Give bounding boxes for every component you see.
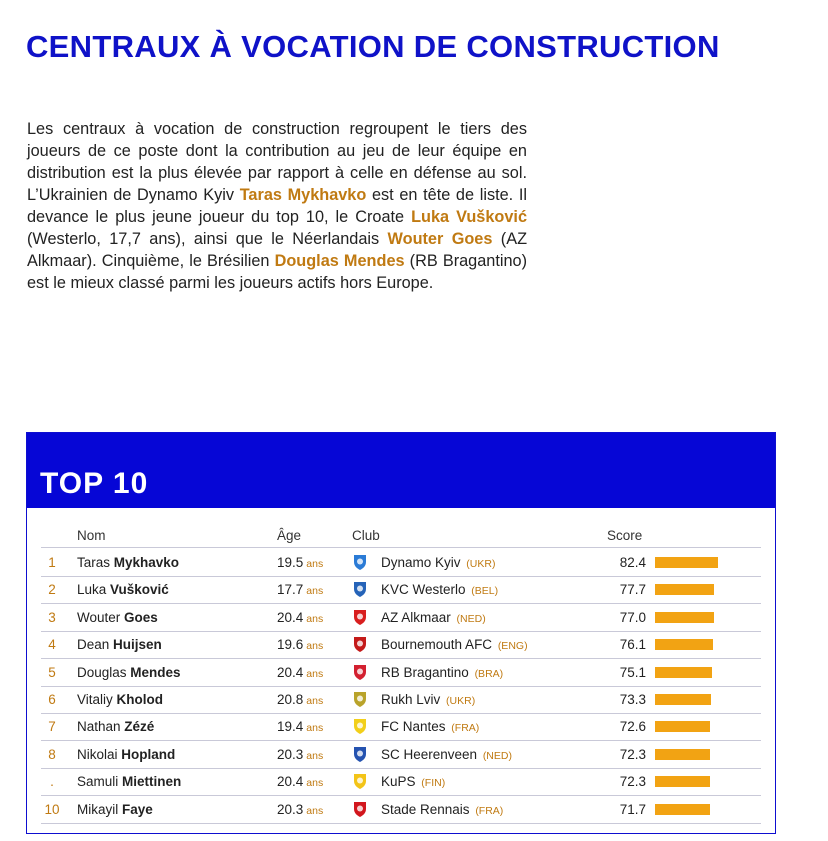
score-bar	[655, 639, 713, 650]
age-value: 19.5	[277, 555, 304, 570]
age-value: 19.6	[277, 637, 304, 653]
table-row	[41, 576, 761, 604]
club-label: KuPS	[381, 774, 420, 790]
club-country: (NED)	[456, 612, 486, 625]
header-divider	[41, 547, 761, 548]
club-name	[381, 719, 479, 734]
rank: .	[50, 774, 54, 790]
club-name	[381, 665, 503, 680]
player-age	[277, 582, 323, 597]
table-row	[41, 604, 761, 632]
intro-text-4: (AZ Alkmaar). Cinquième, le Brésilien	[27, 230, 528, 270]
table-row	[41, 796, 761, 824]
age-value: 19.4	[277, 719, 304, 735]
bournemouth-logo	[351, 635, 369, 653]
score-value: 77.0	[619, 609, 646, 625]
score-value: 71.7	[619, 801, 646, 817]
player-name	[77, 802, 153, 817]
player-name	[77, 610, 158, 625]
club-name	[381, 555, 495, 570]
player-age	[277, 610, 323, 625]
player-last-name: Hopland	[121, 746, 176, 762]
rennes-logo	[351, 800, 369, 818]
club-country: (ENG)	[497, 640, 528, 653]
player-first-name: Douglas	[77, 664, 131, 680]
rank: 3	[48, 609, 56, 625]
westerlo-logo	[351, 580, 369, 598]
player-name	[77, 692, 163, 707]
score-bar	[655, 776, 710, 787]
age-unit: ans	[306, 558, 324, 570]
player-name	[77, 555, 179, 570]
player-age	[277, 747, 323, 762]
player-first-name: Nikolai	[77, 746, 122, 762]
top10-panel	[26, 432, 776, 834]
player-first-name: Dean	[77, 637, 114, 653]
table-row	[41, 768, 761, 796]
rank: 7	[48, 719, 56, 735]
table-row	[41, 741, 761, 769]
dynamo-kyiv-logo	[351, 553, 369, 571]
player-age	[277, 774, 323, 789]
score-value: 75.1	[619, 664, 646, 680]
age-value: 20.4	[277, 774, 304, 790]
age-unit: ans	[306, 667, 324, 680]
club-name	[381, 692, 475, 707]
club-label: AZ Alkmaar	[381, 609, 455, 625]
score-value: 72.6	[619, 719, 646, 735]
nantes-logo	[351, 717, 369, 735]
club-country: (FRA)	[475, 804, 504, 817]
player-last-name: Mendes	[130, 664, 181, 680]
player-last-name: Goes	[124, 609, 158, 625]
table-row	[41, 549, 761, 577]
player-last-name: Huijsen	[113, 637, 162, 653]
heerenveen-logo	[351, 745, 369, 763]
score-value: 82.4	[619, 555, 646, 570]
club-label: Bournemouth AFC	[381, 637, 496, 653]
highlight-player-2: Luka Vušković	[411, 208, 527, 226]
score-bar	[655, 584, 714, 595]
age-value: 20.3	[277, 746, 304, 762]
score-bar	[655, 694, 711, 705]
rukh-lviv-logo	[351, 690, 369, 708]
header-name: Nom	[77, 528, 106, 543]
player-age	[277, 719, 323, 734]
score-bar	[655, 667, 712, 678]
player-name	[77, 719, 154, 734]
age-unit: ans	[306, 612, 324, 625]
age-unit: ans	[306, 695, 324, 707]
score-value: 72.3	[619, 774, 646, 790]
club-country: (UKR)	[446, 695, 476, 707]
player-age	[277, 692, 323, 707]
club-label: Dynamo Kyiv	[381, 555, 465, 570]
club-label: Rukh Lviv	[381, 692, 445, 707]
highlight-player-4: Douglas Mendes	[274, 252, 405, 270]
player-last-name: Zézé	[124, 719, 155, 735]
player-last-name: Miettinen	[122, 774, 182, 790]
rank: 6	[48, 692, 56, 707]
club-name	[381, 774, 445, 789]
page-title: CENTRAUX À VOCATION DE CONSTRUCTION	[26, 29, 720, 64]
player-name	[77, 637, 162, 652]
score-bar	[655, 557, 718, 568]
panel-header	[27, 433, 775, 508]
age-unit: ans	[306, 585, 324, 598]
rank: 1	[48, 555, 56, 570]
player-first-name: Taras	[77, 555, 114, 570]
club-label: KVC Westerlo	[381, 582, 470, 598]
player-first-name: Luka	[77, 582, 111, 598]
highlight-player-3: Wouter Goes	[387, 230, 493, 248]
club-country: (NED)	[482, 749, 512, 762]
intro-text-3: (Westerlo, 17,7 ans), ainsi que le Néerlandais	[27, 230, 388, 248]
player-first-name: Wouter	[77, 609, 125, 625]
kups-logo	[351, 772, 369, 790]
player-age	[277, 802, 323, 817]
player-name	[77, 774, 181, 789]
table-row	[41, 713, 761, 741]
rank: 10	[44, 801, 60, 817]
player-age	[277, 665, 323, 680]
club-country: (FRA)	[451, 722, 480, 735]
player-first-name: Mikayil	[77, 801, 123, 817]
table-row	[41, 686, 761, 714]
player-last-name: Faye	[122, 801, 153, 817]
club-name	[381, 802, 503, 817]
score-value: 73.3	[619, 692, 646, 707]
intro-text-2: est en tête de liste. Il devance le plus jeune joueur du top 10, le Croate	[27, 186, 527, 226]
score-bar	[655, 749, 710, 760]
player-last-name: Vušković	[110, 582, 169, 598]
rank: 8	[48, 746, 56, 762]
player-first-name: Nathan	[77, 719, 125, 735]
age-unit: ans	[306, 640, 324, 653]
header-age: Âge	[277, 528, 302, 543]
rank: 4	[48, 637, 56, 653]
player-last-name: Kholod	[116, 692, 164, 707]
score-value: 72.3	[619, 746, 646, 762]
highlight-player-1: Taras Mykhavko	[239, 186, 367, 204]
club-name	[381, 637, 528, 652]
rank: 5	[48, 664, 56, 680]
club-country: (FIN)	[421, 777, 446, 790]
age-unit: ans	[306, 804, 324, 817]
player-last-name: Mykhavko	[113, 555, 180, 570]
table-row	[41, 631, 761, 659]
bragantino-logo	[351, 663, 369, 681]
header-club: Club	[352, 528, 380, 543]
score-value: 77.7	[619, 582, 646, 598]
az-alkmaar-logo	[351, 608, 369, 626]
club-label: Stade Rennais	[381, 801, 474, 817]
player-first-name: Samuli	[77, 774, 123, 790]
score-bar	[655, 804, 710, 815]
player-age	[277, 637, 323, 652]
age-unit: ans	[306, 777, 324, 790]
header-score: Score	[607, 528, 643, 543]
club-label: SC Heerenveen	[381, 746, 481, 762]
player-first-name: Vitaliy	[77, 692, 117, 707]
club-name	[381, 610, 486, 625]
panel-title: TOP 10	[40, 467, 149, 500]
age-unit: ans	[306, 749, 324, 762]
age-value: 17.7	[277, 582, 304, 598]
score-bar	[655, 612, 714, 623]
age-unit: ans	[306, 722, 324, 735]
intro-text-5: (RB Bragantino) est le mieux classé parmi les joueurs actifs hors Europe.	[27, 252, 528, 292]
age-value: 20.4	[277, 609, 304, 625]
club-country: (UKR)	[466, 558, 496, 570]
score-value: 76.1	[619, 637, 646, 653]
age-value: 20.8	[277, 692, 304, 707]
club-country: (BRA)	[474, 667, 504, 680]
club-name	[381, 747, 512, 762]
intro-text-1: Les centraux à vocation de construction regroupent le tiers des joueurs de ce poste dont la contribution au jeu de leur équipe en distribution est la plus élevée par rapport à celle en défense au sol. L’Ukrainien de Dynamo Kyiv	[27, 120, 527, 204]
table-row	[41, 659, 761, 687]
player-name	[77, 582, 169, 597]
age-value: 20.4	[277, 664, 304, 680]
player-name	[77, 665, 181, 680]
rank: 2	[48, 582, 56, 598]
player-age	[277, 555, 323, 570]
score-bar	[655, 721, 710, 732]
club-country: (BEL)	[471, 585, 499, 598]
player-name	[77, 747, 175, 762]
club-label: FC Nantes	[381, 719, 450, 735]
club-name	[381, 582, 498, 597]
club-label: RB Bragantino	[381, 664, 473, 680]
intro-paragraph	[27, 118, 527, 294]
age-value: 20.3	[277, 801, 304, 817]
